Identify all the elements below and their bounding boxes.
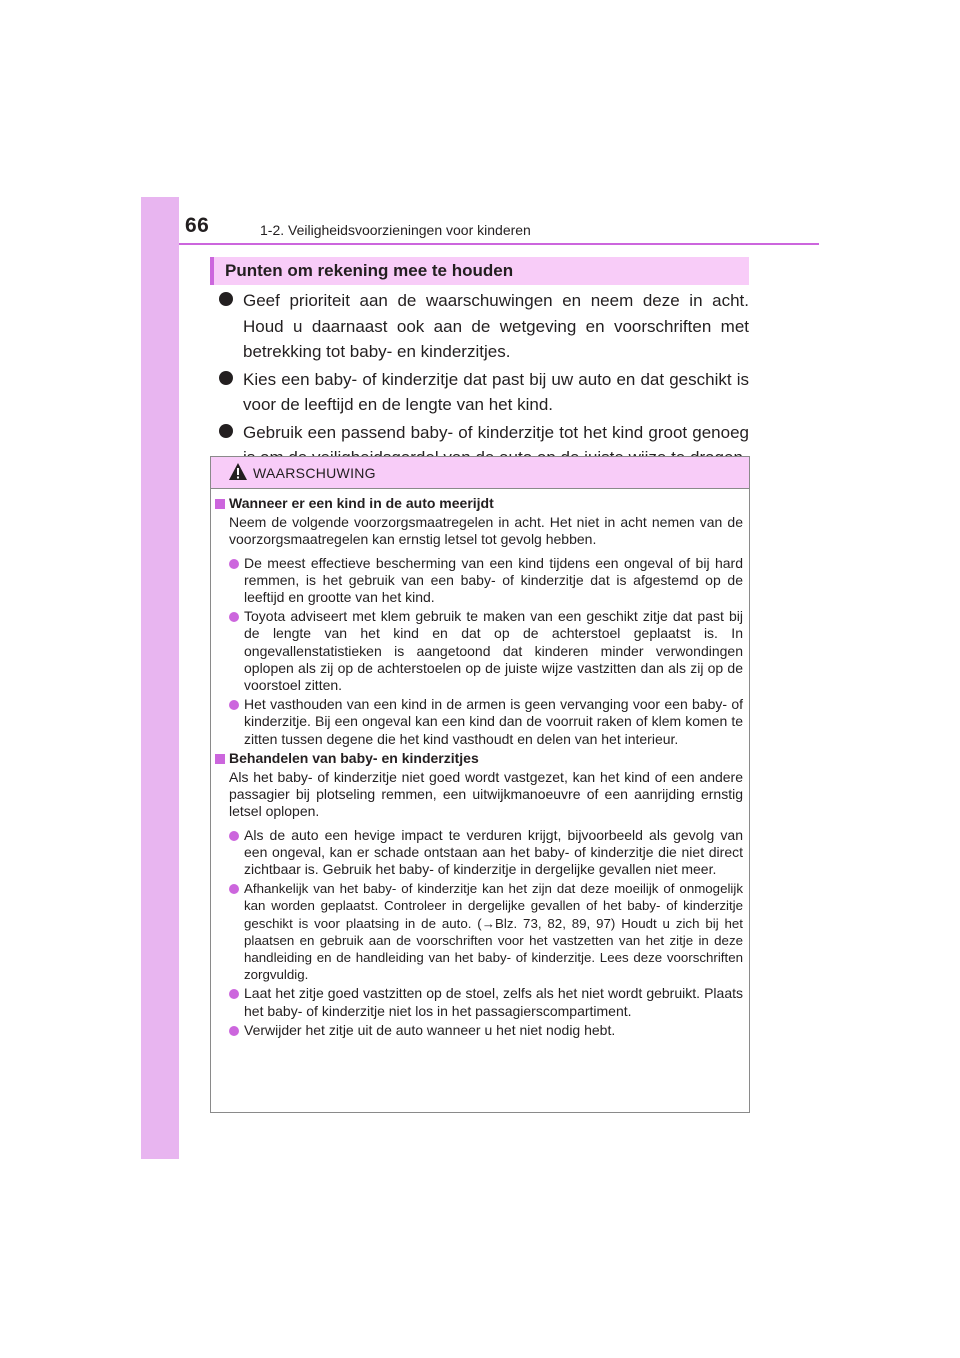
warning-section-intro: Neem de volgende voorzorgsmaatregelen in acht. Het niet in acht nemen van de voorzorgsmaatregelen kan ernstig letsel tot gevolg hebben.	[229, 514, 743, 548]
bullet-dot-icon	[229, 884, 239, 894]
warning-body	[211, 489, 749, 1039]
main-list-item-text: Gebruik een passend baby- of kinderzitje tot het kind groot genoeg	[243, 422, 749, 442]
warning-triangle-icon	[228, 462, 248, 481]
subheading-box	[210, 257, 749, 285]
main-list-item-text: Kies een baby- of kinderzitje dat past bij uw auto en dat geschikt is voor de leeftijd en de lengte van het kind.	[243, 369, 749, 414]
warning-list-item-text: Laat het zitje goed vastzitten op de stoel, zelfs als het niet wordt gebruikt. Plaats het baby- of kinderzitje niet los in het passagierscompartiment.	[244, 985, 743, 1019]
warning-list-item	[214, 880, 743, 983]
warning-section-heading-text: Behandelen van baby- en kinderzitjes	[229, 749, 479, 766]
bullet-dot-icon	[219, 371, 233, 385]
subheading-accent-bar	[210, 257, 214, 285]
warning-box	[210, 456, 750, 1113]
main-list-item-text: Geef prioriteit aan de waarschuwingen en neem deze in acht. Houd u daarnaast ook aan de wetgeving en voorschriften met betrekking tot baby- en kinderzitjes.	[243, 291, 749, 361]
warning-list-item	[214, 555, 743, 607]
warning-list-item	[214, 608, 743, 694]
warning-header	[211, 457, 749, 489]
warning-section-heading-text: Wanneer er een kind in de auto meerijdt	[229, 495, 494, 511]
warning-list-item	[214, 1022, 743, 1039]
bullet-dot-icon	[229, 989, 239, 999]
warning-list-item-text: De meest effectieve bescherming van een kind tijdens een ongeval of bij hard remmen, is het gebruik van een baby- of kinderzitje dat is afgestemd op de leeftijd en grootte van het kind.	[244, 554, 743, 606]
warning-section-heading	[214, 495, 743, 512]
warning-list-item-text: Toyota adviseert met klem gebruik te maken van een geschikt zitje dat past bij de lengte van het kind en dat op de achterstoel geplaatst is. In ongevallenstatistieken is aangetoond dat kinderen minder verwondingen oplopen als zij op de achterstoelen op de juiste wijze vastzitten dan als zij op de voorstoel zitten.	[244, 608, 743, 694]
bullet-dot-icon	[229, 612, 239, 622]
bullet-dot-icon	[219, 424, 233, 438]
warning-title: WAARSCHUWING	[253, 465, 376, 481]
bullet-dot-icon	[229, 1026, 239, 1036]
warning-list-item	[214, 696, 743, 748]
subheading-title: Punten om rekening mee te houden	[225, 261, 514, 280]
header-divider	[179, 243, 819, 245]
main-bullet-list	[219, 288, 749, 473]
warning-list-item-text: Het vasthouden van een kind in de armen is geen vervanging voor een baby- of kinderzitje. Bij een ongeval kan een kind dan de voorruit raken of klem komen te zitten tussen degene die het kind vasthoudt en delen van het interieur.	[244, 696, 743, 747]
warning-list-item-text: Verwijder het zitje uit de auto wanneer u het niet nodig hebt.	[244, 1021, 616, 1038]
main-list-item	[219, 288, 749, 365]
square-marker-icon	[215, 754, 225, 764]
bullet-dot-icon	[219, 292, 233, 306]
section-title: 1-2. Veiligheidsvoorzieningen voor kinderen	[260, 222, 531, 238]
warning-section-heading	[214, 750, 743, 767]
square-marker-icon	[215, 499, 225, 509]
bullet-dot-icon	[229, 831, 239, 841]
warning-list-item	[214, 827, 743, 879]
main-list-item	[219, 367, 749, 418]
warning-list-item-text: Afhankelijk van het baby- of kinderzitje kan het zijn dat deze moeilijk of onmogelijk kan worden geplaatst. Controleer in dergelijke gevallen of het baby- of kinderzitje geschikt is voor plaatsing in de auto. (→Blz. 73, 82, 89, 97) Houdt u zich bij het plaatsen en gebruik aan de voorschriften voor het vastzetten van het zitje in deze handleiding en de handleiding van het baby- of kinderzitje. Lees deze voorschriften zorgvuldig.	[244, 881, 743, 983]
bullet-dot-icon	[229, 559, 239, 569]
warning-list-item	[214, 985, 743, 1019]
chapter-sidebar-tab	[141, 197, 179, 1159]
page-number: 66	[185, 214, 210, 237]
warning-section-intro: Als het baby- of kinderzitje niet goed wordt vastgezet, kan het kind of een andere passagier bij plotseling remmen, een uitwijkmanoeuvre of een aanrijding ernstig letsel oplopen.	[229, 769, 743, 820]
warning-list-item-text: Als de auto een hevige impact te verduren krijgt, bijvoorbeeld als gevolg van een ongeval, kan er schade ontstaan aan het baby- of kinderzitje die niet direct zichtbaar is. Gebruik het baby- of kinderzitje in dergelijke gevallen niet meer.	[244, 826, 743, 878]
bullet-dot-icon	[229, 700, 239, 710]
